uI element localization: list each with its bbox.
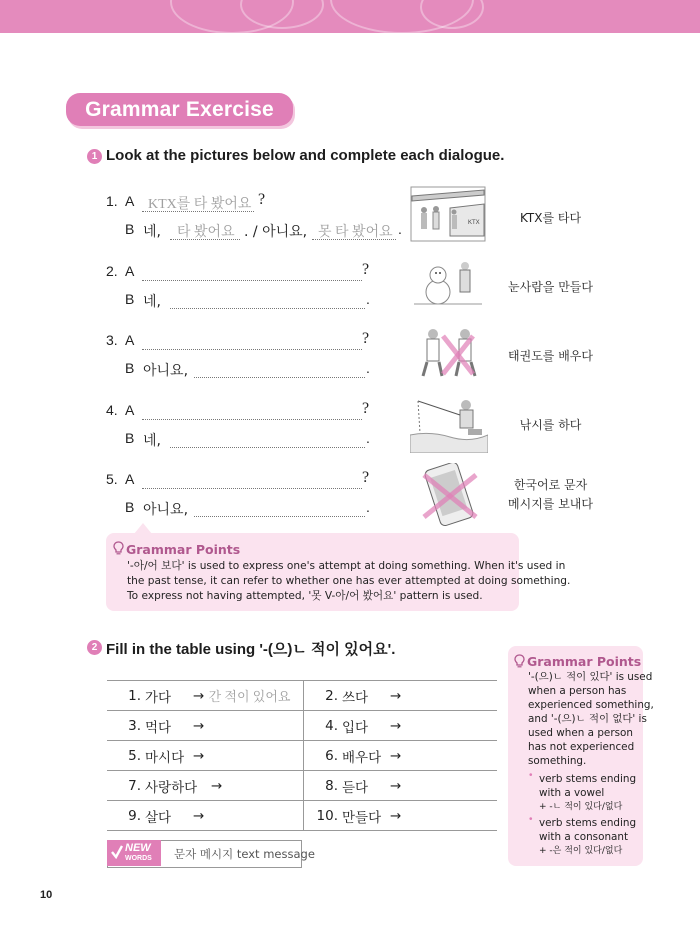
picture-caption-3: 태권도를 배우다 [508, 349, 593, 363]
table-row [107, 771, 497, 801]
conjugation-table [107, 680, 497, 831]
speaker-a-label: A [125, 193, 135, 209]
arrow: → [390, 687, 402, 704]
arrow: → [390, 807, 402, 824]
section-title: Grammar Exercise [85, 98, 274, 121]
speaker-b-label: B [125, 360, 135, 376]
arrow: → [193, 687, 205, 704]
period: . [398, 221, 402, 237]
arrow: → [193, 747, 205, 764]
new-words-badge-bottom: WORDS [125, 855, 152, 862]
speaker-a-label: A [125, 402, 135, 418]
row-number: 7. [128, 777, 141, 794]
arrow: → [390, 747, 402, 764]
new-words-badge-top: NEW [125, 842, 151, 854]
answer-b2-line [312, 239, 396, 240]
question-mark: ? [362, 330, 370, 347]
row-number: 3. [128, 717, 141, 734]
speaker-a-label: A [125, 332, 135, 348]
question-mark: ? [362, 400, 370, 417]
exercise-1-instruction: Look at the pictures below and complete each dialogue. [106, 147, 505, 164]
body-line: used when a person [528, 727, 633, 739]
arrow: → [390, 777, 402, 794]
speaker-b-label: B [125, 291, 135, 307]
answer-text[interactable]: 간 적이 있어요 [208, 689, 291, 704]
response-start: 네, [143, 294, 161, 310]
section-title-banner [66, 93, 293, 126]
arrow: → [193, 717, 205, 734]
body-line: experienced something, [528, 699, 654, 711]
response-start: 아니요, [143, 502, 189, 518]
response-start: 네, [143, 224, 161, 240]
picture-caption-1: KTX를 타다 [519, 211, 582, 225]
grammar-points-body [528, 670, 654, 768]
picture-caption-2: 눈사람을 만들다 [508, 280, 593, 294]
item-number: 1. [106, 193, 118, 209]
item-number: 3. [106, 332, 118, 348]
table-row [107, 801, 497, 831]
picture-caption-5-line2: 메시지를 보내다 [508, 497, 593, 511]
answer-a-line[interactable] [142, 419, 362, 420]
table-row [107, 711, 497, 741]
arrow: → [390, 717, 402, 734]
question-mark: ? [362, 469, 370, 486]
picture-caption-4: 낚시를 하다 [519, 418, 582, 432]
row-number: 4. [325, 717, 338, 734]
bullet-line: verb stems ending [539, 773, 637, 785]
speaker-b-label: B [125, 499, 135, 515]
row-number: 5. [128, 747, 141, 764]
response-mid: . / 아니요, [244, 224, 308, 240]
bullet-line: + -ㄴ 적이 있다/없다 [539, 802, 623, 812]
period: . [366, 430, 370, 446]
grammar-points-title: Grammar Points [527, 654, 642, 669]
body-line: when a person has [528, 685, 627, 697]
answer-b-line[interactable] [170, 308, 365, 309]
body-line: and '-(으)ㄴ 적이 없다' is [528, 713, 647, 725]
response-start: 아니요, [143, 363, 189, 379]
verb: 가다 [145, 689, 172, 706]
verb: 배우다 [342, 749, 382, 766]
checkmark-icon [111, 845, 123, 859]
row-number: 2. [325, 687, 338, 704]
verb: 사랑하다 [145, 779, 198, 796]
taekwondo-picture [415, 322, 483, 378]
verb: 마시다 [145, 749, 185, 766]
table-row [107, 681, 497, 711]
speaker-b-label: B [125, 430, 135, 446]
answer-b-text[interactable]: 타 봤어요 [177, 225, 235, 240]
exercise-1-number: 1 [87, 149, 102, 164]
bullet-icon: • [529, 814, 533, 825]
svg-text:KTX: KTX [468, 220, 480, 226]
answer-b-line[interactable] [170, 447, 365, 448]
answer-a-line[interactable] [142, 349, 362, 350]
row-number: 6. [325, 747, 338, 764]
answer-a-line [142, 211, 254, 212]
speaker-a-label: A [125, 263, 135, 279]
answer-a-line[interactable] [142, 488, 362, 489]
fishing-picture [410, 395, 488, 453]
answer-b2-text[interactable]: 못 타 봤어요 [318, 225, 393, 240]
period: . [366, 360, 370, 376]
answer-a-text[interactable]: KTX를 타 봤어요 [148, 197, 252, 212]
speaker-a-label: A [125, 471, 135, 487]
row-number: 8. [325, 777, 338, 794]
row-number: 9. [128, 807, 141, 824]
new-words-badge [107, 840, 161, 866]
table-row [107, 741, 497, 771]
question-mark: ? [258, 191, 266, 208]
arrow: → [193, 807, 205, 824]
train-station-picture [410, 186, 486, 242]
body-line: something. [528, 755, 587, 767]
period: . [366, 291, 370, 307]
exercise-2-instruction: Fill in the table using '-(으)ㄴ 적이 있어요'. [106, 641, 396, 658]
verb: 먹다 [145, 719, 172, 736]
lightbulb-icon [113, 541, 124, 555]
speaker-b-label: B [125, 221, 135, 237]
bullet-line: with a consonant [539, 831, 629, 843]
row-number: 1. [128, 687, 141, 704]
verb: 만들다 [342, 809, 382, 826]
arrow: → [211, 777, 223, 794]
grammar-points-line-1: '-아/어 보다' is used to express one's attempt at doing something. When it's used in [127, 560, 566, 572]
top-decorative-band [0, 0, 700, 33]
snowman-picture [412, 256, 484, 308]
verb: 쓰다 [342, 689, 369, 706]
period: . [366, 499, 370, 515]
grammar-bullet-1 [539, 772, 636, 814]
answer-b-line [170, 239, 240, 240]
answer-b-line[interactable] [194, 377, 365, 378]
page-number: 10 [40, 889, 53, 901]
question-mark: ? [362, 261, 370, 278]
verb: 살다 [145, 809, 172, 826]
new-words-entry: 문자 메시지 text message [174, 847, 315, 861]
grammar-points-title: Grammar Points [126, 542, 241, 557]
answer-b-line[interactable] [194, 516, 365, 517]
grammar-bullet-2 [539, 816, 636, 858]
grammar-points-line-3: To express not having attempted, '못 V-아/어 봤어요' pattern is used. [127, 590, 483, 602]
answer-a-line[interactable] [142, 280, 362, 281]
lightbulb-icon [514, 654, 525, 668]
body-line: has not experienced [528, 741, 635, 753]
response-start: 네, [143, 433, 161, 449]
body-line: '-(으)ㄴ 적이 있다' is used [528, 671, 653, 683]
picture-caption-5-line1: 한국어로 문자 [513, 478, 588, 492]
row-number: 10. [316, 807, 338, 824]
item-number: 5. [106, 471, 118, 487]
item-number: 4. [106, 402, 118, 418]
verb: 입다 [342, 719, 369, 736]
bullet-line: + -은 적이 있다/없다 [539, 846, 623, 856]
bullet-icon: • [529, 770, 533, 781]
bullet-line: verb stems ending [539, 817, 637, 829]
phone-message-picture [418, 463, 480, 527]
item-number: 2. [106, 263, 118, 279]
verb: 듣다 [342, 779, 369, 796]
bullet-line: with a vowel [539, 787, 605, 799]
callout-pointer [134, 523, 152, 534]
grammar-points-line-2: the past tense, it can refer to whether one has ever attempted at doing something. [127, 575, 571, 587]
exercise-2-number: 2 [87, 640, 102, 655]
